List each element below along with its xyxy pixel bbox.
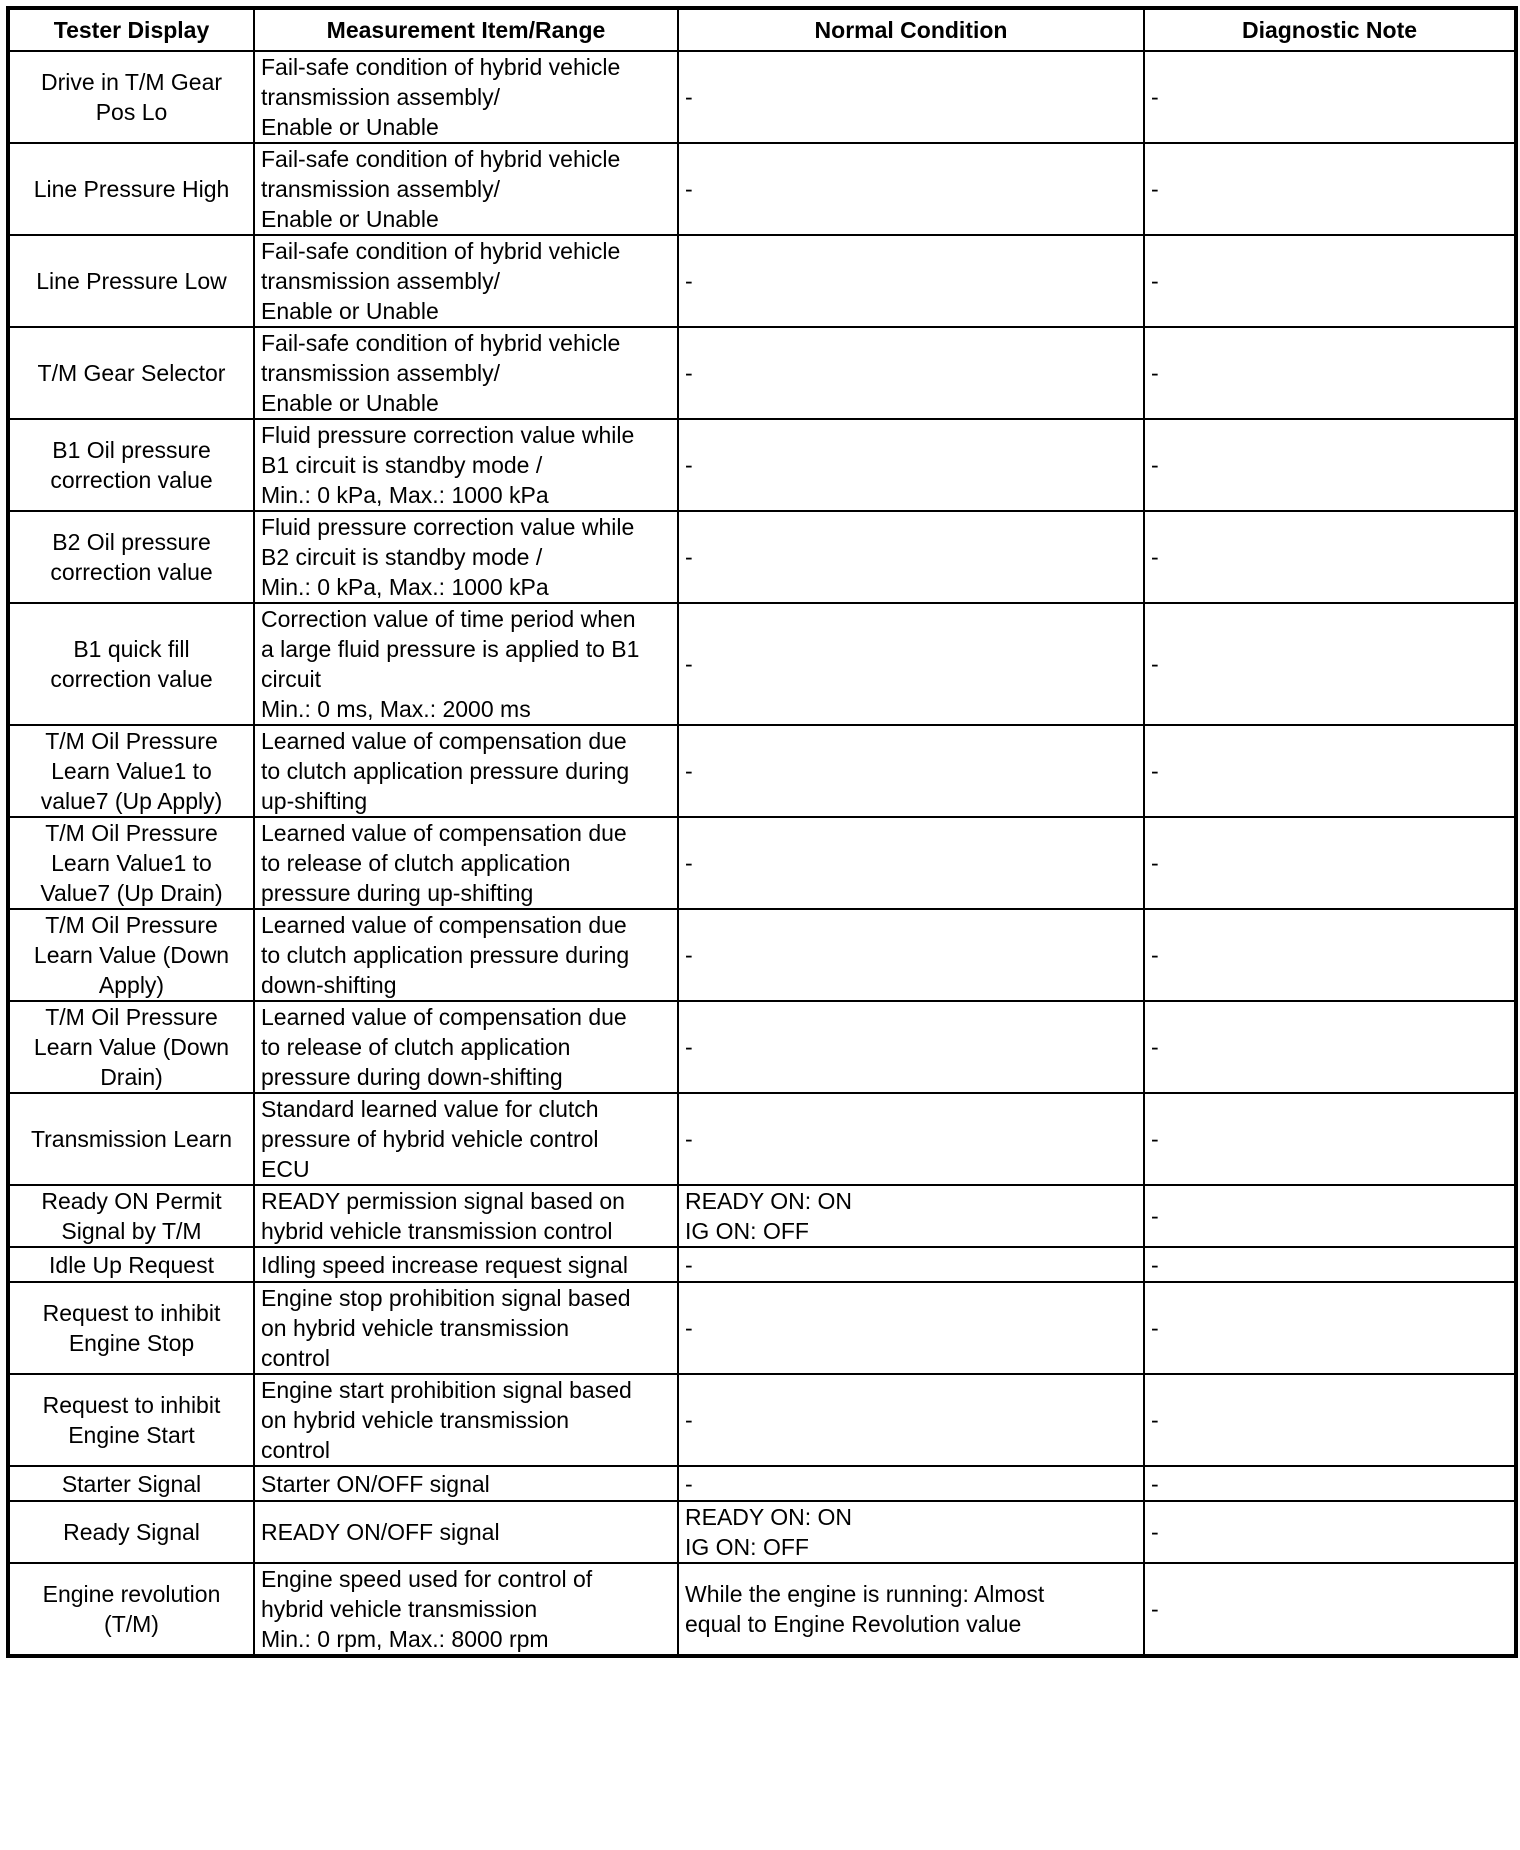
measurement-item-cell-text: Starter ON/OFF signal [261, 1470, 490, 1497]
tester-display-cell [8, 909, 254, 1001]
diagnostic-note-cell [1144, 511, 1516, 603]
diagnostic-note-cell [1144, 419, 1516, 511]
tester-display-cell-text: Ready ON Permit Signal by T/M [41, 1188, 222, 1244]
normal-condition-cell [678, 817, 1144, 909]
diagnostic-note-cell-text: - [1151, 268, 1159, 294]
diagnostic-note-cell [1144, 725, 1516, 817]
measurement-item-cell-text: Fail-safe condition of hybrid vehicle transmission assembly/ Enable or Unable [261, 238, 621, 324]
normal-condition-cell-text: While the engine is running: Almost equal to Engine Revolution value [685, 1581, 1045, 1637]
measurement-item-cell [254, 1563, 678, 1656]
normal-condition-cell-text: - [685, 1126, 693, 1152]
normal-condition-cell [678, 235, 1144, 327]
diagnostic-note-cell-text: - [1151, 84, 1159, 110]
diagnostic-note-cell [1144, 1466, 1516, 1501]
measurement-item-cell [254, 419, 678, 511]
normal-condition-cell [678, 327, 1144, 419]
diagnostic-note-cell-text: - [1151, 1251, 1159, 1278]
diagnostic-note-cell [1144, 603, 1516, 725]
measurement-item-cell-text: READY permission signal based on hybrid vehicle transmission control [261, 1188, 625, 1244]
normal-condition-cell [678, 909, 1144, 1001]
measurement-item-cell-text: Standard learned value for clutch pressure of hybrid vehicle control ECU [261, 1096, 599, 1182]
tester-display-cell-text: B1 Oil pressure correction value [50, 437, 213, 493]
diagnostic-note-cell [1144, 327, 1516, 419]
diagnostic-note-cell-text: - [1151, 1126, 1159, 1152]
measurement-item-cell [254, 817, 678, 909]
measurement-item-cell-text: Fail-safe condition of hybrid vehicle transmission assembly/ Enable or Unable [261, 146, 621, 232]
tester-display-cell [8, 1501, 254, 1563]
tester-display-cell [8, 1185, 254, 1247]
table-row [8, 235, 1516, 327]
normal-condition-cell-text: READY ON: ON IG ON: OFF [685, 1504, 852, 1560]
measurement-item-cell-text: Idling speed increase request signal [261, 1251, 628, 1278]
tester-display-cell-text: Engine revolution (T/M) [42, 1581, 221, 1637]
diagnostic-note-cell-text: - [1151, 1315, 1159, 1341]
tester-display-cell-text: B1 quick fill correction value [50, 636, 213, 692]
diagnostic-note-cell-text: - [1151, 1203, 1159, 1229]
tester-display-cell-text: T/M Oil Pressure Learn Value (Down Apply) [33, 912, 230, 998]
measurement-item-cell-text: Fail-safe condition of hybrid vehicle transmission assembly/ Enable or Unable [261, 330, 621, 416]
measurement-item-cell-text: Correction value of time period when a large fluid pressure is applied to B1 circuit Min.: 0 ms, Max.: 2000 ms [261, 606, 640, 722]
table-row [8, 327, 1516, 419]
tester-display-cell-text: Line Pressure Low [36, 268, 227, 294]
diagnostic-note-cell [1144, 1247, 1516, 1282]
measurement-item-cell [254, 143, 678, 235]
measurement-item-cell-text: Learned value of compensation due to clutch application pressure during up-shifting [261, 728, 630, 814]
table-row [8, 1501, 1516, 1563]
diagnostic-note-cell-text: - [1151, 1596, 1159, 1622]
measurement-item-cell [254, 1001, 678, 1093]
normal-condition-cell [678, 143, 1144, 235]
normal-condition-cell-text: READY ON: ON IG ON: OFF [685, 1188, 852, 1244]
normal-condition-cell-text: - [685, 942, 693, 968]
tester-display-cell [8, 603, 254, 725]
table-row [8, 1185, 1516, 1247]
tester-display-cell [8, 143, 254, 235]
normal-condition-cell [678, 1563, 1144, 1656]
table-row [8, 1466, 1516, 1501]
normal-condition-cell-text: - [685, 1315, 693, 1341]
table-row [8, 1093, 1516, 1185]
header-tester-display: Tester Display [8, 8, 254, 51]
normal-condition-cell [678, 725, 1144, 817]
diagnostic-note-cell [1144, 817, 1516, 909]
measurement-item-cell-text: Engine stop prohibition signal based on hybrid vehicle transmission control [261, 1285, 631, 1371]
table-row [8, 603, 1516, 725]
diagnostic-note-cell [1144, 1001, 1516, 1093]
normal-condition-cell [678, 511, 1144, 603]
measurement-item-cell-text: Learned value of compensation due to release of clutch application pressure during down-shifting [261, 1004, 627, 1090]
normal-condition-cell-text: - [685, 1251, 693, 1278]
diagnostic-note-cell [1144, 143, 1516, 235]
normal-condition-cell-text: - [685, 1034, 693, 1060]
measurement-item-cell [254, 1374, 678, 1466]
tester-display-cell-text: Idle Up Request [49, 1251, 214, 1278]
diagnostic-note-cell [1144, 235, 1516, 327]
tester-display-cell [8, 1374, 254, 1466]
measurement-item-cell [254, 1466, 678, 1501]
tester-display-cell-text: Starter Signal [61, 1470, 202, 1497]
diagnostic-note-cell-text: - [1151, 452, 1159, 478]
tester-display-cell [8, 327, 254, 419]
measurement-item-cell [254, 603, 678, 725]
diagnostic-note-cell [1144, 51, 1516, 143]
tester-display-cell-text: Request to inhibit Engine Stop [42, 1300, 221, 1356]
diagnostic-note-cell-text: - [1151, 1407, 1159, 1433]
normal-condition-cell-text: - [685, 758, 693, 784]
table-row [8, 419, 1516, 511]
normal-condition-cell-text: - [685, 176, 693, 202]
measurement-item-cell [254, 725, 678, 817]
tester-display-cell-text: T/M Oil Pressure Learn Value1 to value7 (Up Apply) [40, 728, 223, 814]
tester-display-cell-text: T/M Oil Pressure Learn Value (Down Drain) [33, 1004, 230, 1090]
table-row [8, 909, 1516, 1001]
normal-condition-cell [678, 51, 1144, 143]
tester-display-cell [8, 817, 254, 909]
table-row [8, 143, 1516, 235]
diagnostic-note-cell-text: - [1151, 758, 1159, 784]
diagnostic-note-cell-text: - [1151, 942, 1159, 968]
measurement-item-cell-text: Fluid pressure correction value while B2 circuit is standby mode / Min.: 0 kPa, Max.: 1000 kPa [261, 514, 635, 600]
measurement-item-cell [254, 511, 678, 603]
measurement-item-cell-text: Fail-safe condition of hybrid vehicle transmission assembly/ Enable or Unable [261, 54, 621, 140]
tester-display-cell [8, 1001, 254, 1093]
header-normal-condition: Normal Condition [678, 8, 1144, 51]
measurement-item-cell [254, 1282, 678, 1374]
diagnostic-note-cell [1144, 1374, 1516, 1466]
normal-condition-cell-text: - [685, 452, 693, 478]
table-row [8, 51, 1516, 143]
tester-display-cell-text: Ready Signal [63, 1519, 200, 1545]
diagnostic-note-cell-text: - [1151, 1034, 1159, 1060]
normal-condition-cell [678, 419, 1144, 511]
measurement-item-cell [254, 909, 678, 1001]
table-body [8, 51, 1516, 1656]
tester-display-cell [8, 51, 254, 143]
diagnostic-note-cell-text: - [1151, 360, 1159, 386]
normal-condition-cell [678, 1247, 1144, 1282]
normal-condition-cell-text: - [685, 651, 693, 677]
tester-display-cell-text: B2 Oil pressure correction value [50, 529, 213, 585]
normal-condition-cell-text: - [685, 850, 693, 876]
document-page [6, 6, 1514, 1658]
measurement-item-cell [254, 1247, 678, 1282]
tester-display-cell [8, 235, 254, 327]
normal-condition-cell-text: - [685, 84, 693, 110]
normal-condition-cell [678, 1374, 1144, 1466]
header-row [8, 8, 1516, 51]
data-list-table [6, 6, 1518, 1658]
measurement-item-cell-text: Learned value of compensation due to clutch application pressure during down-shifting [261, 912, 630, 998]
tester-display-cell [8, 1282, 254, 1374]
normal-condition-cell-text: - [685, 268, 693, 294]
table-row [8, 725, 1516, 817]
diagnostic-note-cell-text: - [1151, 544, 1159, 570]
tester-display-cell-text: T/M Oil Pressure Learn Value1 to Value7 (Up Drain) [40, 820, 223, 906]
measurement-item-cell-text: READY ON/OFF signal [261, 1519, 500, 1545]
tester-display-cell [8, 511, 254, 603]
measurement-item-cell-text: Engine speed used for control of hybrid vehicle transmission Min.: 0 rpm, Max.: 8000 rpm [261, 1566, 593, 1652]
header-diagnostic-note: Diagnostic Note [1144, 8, 1516, 51]
normal-condition-cell [678, 1501, 1144, 1563]
normal-condition-cell [678, 1466, 1144, 1501]
table-row [8, 511, 1516, 603]
normal-condition-cell-text: - [685, 360, 693, 386]
measurement-item-cell-text: Engine start prohibition signal based on hybrid vehicle transmission control [261, 1377, 632, 1463]
diagnostic-note-cell [1144, 1563, 1516, 1656]
normal-condition-cell [678, 1185, 1144, 1247]
normal-condition-cell [678, 1282, 1144, 1374]
tester-display-cell-text: Transmission Learn [30, 1126, 233, 1152]
diagnostic-note-cell [1144, 909, 1516, 1001]
diagnostic-note-cell-text: - [1151, 176, 1159, 202]
measurement-item-cell [254, 51, 678, 143]
table-row [8, 1374, 1516, 1466]
diagnostic-note-cell-text: - [1151, 1470, 1159, 1497]
header-measurement-item: Measurement Item/Range [254, 8, 678, 51]
table-row [8, 817, 1516, 909]
diagnostic-note-cell [1144, 1093, 1516, 1185]
normal-condition-cell [678, 603, 1144, 725]
measurement-item-cell-text: Fluid pressure correction value while B1 circuit is standby mode / Min.: 0 kPa, Max.: 1000 kPa [261, 422, 635, 508]
tester-display-cell [8, 1563, 254, 1656]
measurement-item-cell [254, 1501, 678, 1563]
diagnostic-note-cell-text: - [1151, 1519, 1159, 1545]
normal-condition-cell [678, 1093, 1144, 1185]
tester-display-cell [8, 419, 254, 511]
tester-display-cell-text: Request to inhibit Engine Start [42, 1392, 221, 1448]
table-row [8, 1563, 1516, 1656]
measurement-item-cell-text: Learned value of compensation due to release of clutch application pressure during up-shifting [261, 820, 627, 906]
diagnostic-note-cell [1144, 1185, 1516, 1247]
normal-condition-cell-text: - [685, 544, 693, 570]
tester-display-cell-text: Line Pressure High [33, 176, 230, 202]
table-row [8, 1282, 1516, 1374]
tester-display-cell-text: T/M Gear Selector [37, 360, 226, 386]
table-header [8, 8, 1516, 51]
tester-display-cell-text: Drive in T/M Gear Pos Lo [40, 69, 223, 125]
table-row [8, 1001, 1516, 1093]
diagnostic-note-cell-text: - [1151, 850, 1159, 876]
normal-condition-cell-text: - [685, 1470, 693, 1497]
normal-condition-cell-text: - [685, 1407, 693, 1433]
measurement-item-cell [254, 327, 678, 419]
diagnostic-note-cell [1144, 1501, 1516, 1563]
normal-condition-cell [678, 1001, 1144, 1093]
tester-display-cell [8, 725, 254, 817]
tester-display-cell [8, 1466, 254, 1501]
measurement-item-cell [254, 1093, 678, 1185]
diagnostic-note-cell-text: - [1151, 651, 1159, 677]
diagnostic-note-cell [1144, 1282, 1516, 1374]
table-row [8, 1247, 1516, 1282]
tester-display-cell [8, 1093, 254, 1185]
tester-display-cell [8, 1247, 254, 1282]
measurement-item-cell [254, 235, 678, 327]
measurement-item-cell [254, 1185, 678, 1247]
